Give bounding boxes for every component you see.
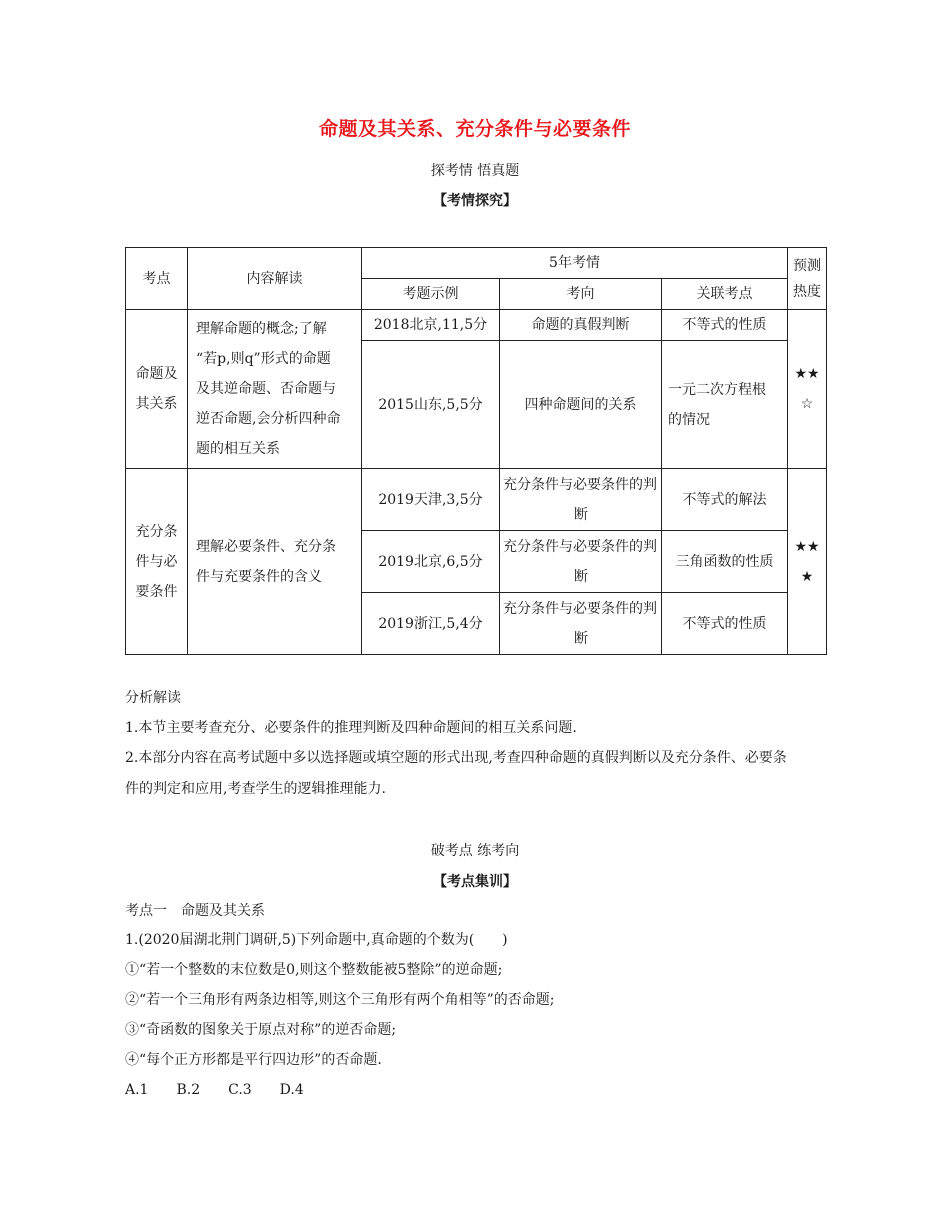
question-item: ②“若一个三角形有两条边相等,则这个三角形有两个角相等”的否命题; — [125, 992, 555, 1008]
exam-analysis-table — [125, 247, 827, 655]
direction-line: 充分条件与必要条件的判 — [503, 538, 657, 555]
example-cell: 2015山东,5,5分 — [362, 341, 500, 469]
kaodian-line: 命题及 — [135, 366, 178, 382]
kaodian-line: 件与必 — [135, 553, 178, 570]
header-example: 考题示例 — [362, 279, 500, 310]
kaodian-line: 其关系 — [135, 396, 178, 412]
content-line: 题的相互关系 — [196, 441, 280, 457]
header-heat-line1: 预测 — [793, 257, 822, 274]
analysis-paragraph-1: 1.本节主要考查充分、必要条件的推理判断及四种命题间的相互关系问题. — [125, 720, 577, 736]
section-subheading: 【考点集训】 — [433, 874, 517, 890]
kaodian-heading: 考点一 命题及其关系 — [125, 903, 265, 919]
related-line: 的情况 — [668, 411, 710, 428]
header-direction: 考向 — [500, 279, 662, 310]
question-item: ③“奇函数的图象关于原点对称”的逆否命题; — [125, 1022, 397, 1038]
example-cell: 2019天津,3,5分 — [362, 469, 500, 531]
header-related: 关联考点 — [662, 279, 788, 310]
header-kaodian: 考点 — [126, 248, 188, 310]
section-heading: 探考情 悟真题 — [430, 163, 520, 179]
example-cell: 2019浙江,5,4分 — [362, 593, 500, 655]
content-line: 理解必要条件、充分条 — [196, 538, 336, 555]
content-line: 理解命题的概念;了解 — [196, 321, 327, 337]
example-cell: 2019北京,6,5分 — [362, 531, 500, 593]
direction-line: 充分条件与必要条件的判 — [503, 476, 657, 493]
page-title: 命题及其关系、充分条件与必要条件 — [318, 118, 631, 140]
heat-stars: ☆ — [800, 396, 814, 412]
heat-stars: ★ — [800, 568, 814, 585]
related-cell: 三角函数的性质 — [662, 531, 788, 593]
related-cell — [662, 341, 788, 469]
content-cell — [188, 469, 362, 655]
content-line: 件与充要条件的含义 — [196, 568, 322, 585]
kaodian-line: 要条件 — [135, 583, 178, 600]
content-line: “若p,则q”形式的命题 — [196, 351, 331, 367]
question-item: ①“若一个整数的末位数是0,则这个整数能被5整除”的逆命题; — [125, 962, 503, 978]
heat-stars: ★★ — [794, 366, 820, 382]
direction-cell — [500, 469, 662, 531]
section-heading: 破考点 练考向 — [430, 843, 520, 859]
content-line: 及其逆命题、否命题与 — [196, 381, 336, 397]
question-item: ④“每个正方形都是平行四边形”的否命题. — [125, 1052, 382, 1068]
content-line: 逆否命题,会分析四种命 — [196, 411, 341, 427]
direction-line: 断 — [574, 568, 588, 585]
direction-cell — [500, 531, 662, 593]
related-cell: 不等式的解法 — [662, 469, 788, 531]
question-stem: 1.(2020届湖北荆门调研,5)下列命题中,真命题的个数为( ) — [125, 932, 508, 948]
kaodian-line: 充分条 — [135, 523, 178, 540]
direction-cell: 四种命题间的关系 — [500, 341, 662, 469]
analysis-heading: 分析解读 — [125, 690, 181, 706]
direction-line: 断 — [574, 630, 588, 647]
header-five-year: 5年考情 — [362, 248, 788, 279]
section-subheading: 【考情探究】 — [433, 193, 517, 209]
direction-line: 断 — [574, 506, 588, 523]
heat-cell — [788, 469, 827, 655]
header-heat-line2: 热度 — [793, 283, 822, 300]
direction-cell: 命题的真假判断 — [500, 310, 662, 341]
kaodian-cell — [126, 469, 188, 655]
header-content: 内容解读 — [188, 248, 362, 310]
related-cell: 不等式的性质 — [662, 310, 788, 341]
heat-stars: ★★ — [794, 538, 820, 555]
answer-options: A.1 B.2 C.3 D.4 — [125, 1082, 304, 1098]
kaodian-cell — [126, 310, 188, 469]
example-cell: 2018北京,11,5分 — [362, 310, 500, 341]
heat-cell — [788, 310, 827, 469]
direction-line: 充分条件与必要条件的判 — [503, 600, 657, 617]
analysis-paragraph-2-line1: 2.本部分内容在高考试题中多以选择题或填空题的形式出现,考查四种命题的真假判断以及充分条件、必要条 — [125, 750, 787, 766]
related-line: 一元二次方程根 — [668, 381, 766, 398]
direction-cell — [500, 593, 662, 655]
analysis-paragraph-2-line2: 件的判定和应用,考查学生的逻辑推理能力. — [125, 781, 386, 797]
related-cell: 不等式的性质 — [662, 593, 788, 655]
header-heat — [788, 248, 827, 310]
content-cell — [188, 310, 362, 469]
